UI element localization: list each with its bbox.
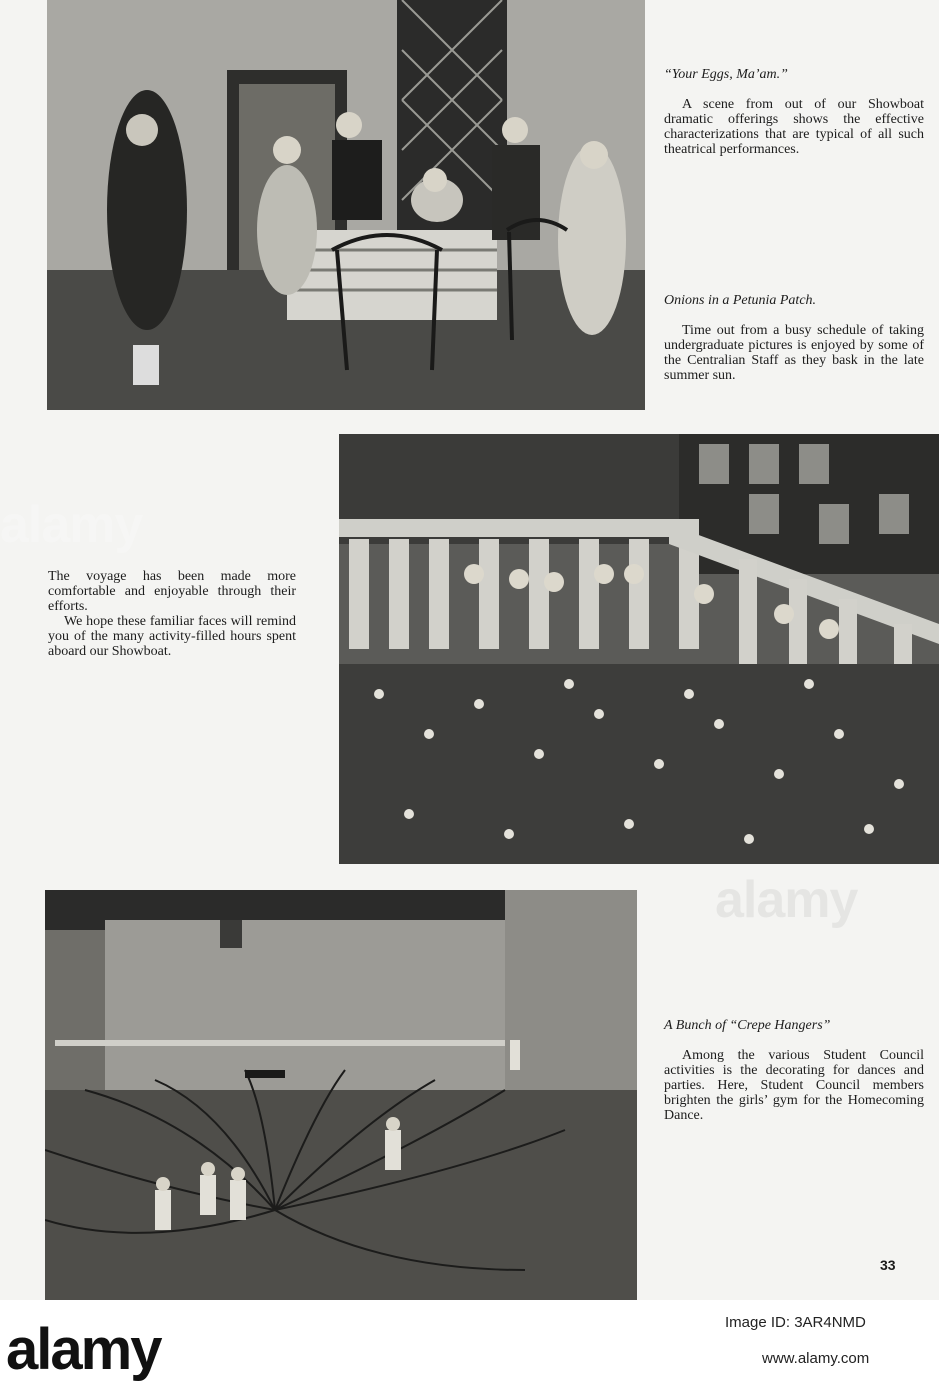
alamy-logo [0, 1310, 240, 1385]
stage-scene-illustration [47, 0, 645, 410]
photo-showboat-scene [47, 0, 645, 410]
stock-footer [0, 1300, 939, 1390]
balustrade-flowers-illustration [339, 434, 939, 864]
image-id: Image ID: 3AR4NMD [725, 1314, 866, 1331]
caption-your-eggs [664, 67, 924, 157]
page-number: 33 [880, 1257, 896, 1273]
watermark: alamy [0, 496, 143, 554]
caption-body: A scene from out of our Showboat dramatic offerings shows the effective characterizations that are typical of all such theatrical performances. [664, 97, 924, 157]
voyage-paragraph-1: The voyage has been made more comfortable and enjoyable through their efforts. [48, 569, 296, 614]
site-url: www.alamy.com [762, 1350, 870, 1367]
caption-title: A Bunch of “Crepe Hangers” [664, 1018, 831, 1033]
caption-title: Onions in a Petunia Patch. [664, 293, 817, 308]
caption-body: Among the various Student Council activities is the decorating for dances and parties. Here, Student Council members brighten the girls’ gym for the Homecoming Dance. [664, 1048, 924, 1123]
gym-decorating-illustration [45, 890, 637, 1300]
voyage-text-block [48, 569, 296, 659]
caption-onions [664, 293, 924, 383]
caption-body: Time out from a busy schedule of taking undergraduate pictures is enjoyed by some of the Centralian Staff as they bask in the late summer sun. [664, 323, 924, 383]
voyage-paragraph-2: We hope these familiar faces will remind you of the many activity-filled hours spent aboard our Showboat. [48, 614, 296, 659]
caption-crepe-hangers [664, 1018, 924, 1123]
caption-title: “Your Eggs, Ma’am.” [664, 67, 788, 82]
watermark: alamy [715, 871, 858, 929]
alamy-logo-text: alamy [6, 1317, 161, 1382]
photo-crepe-hangers [45, 890, 637, 1300]
photo-petunia-patch [339, 434, 939, 864]
